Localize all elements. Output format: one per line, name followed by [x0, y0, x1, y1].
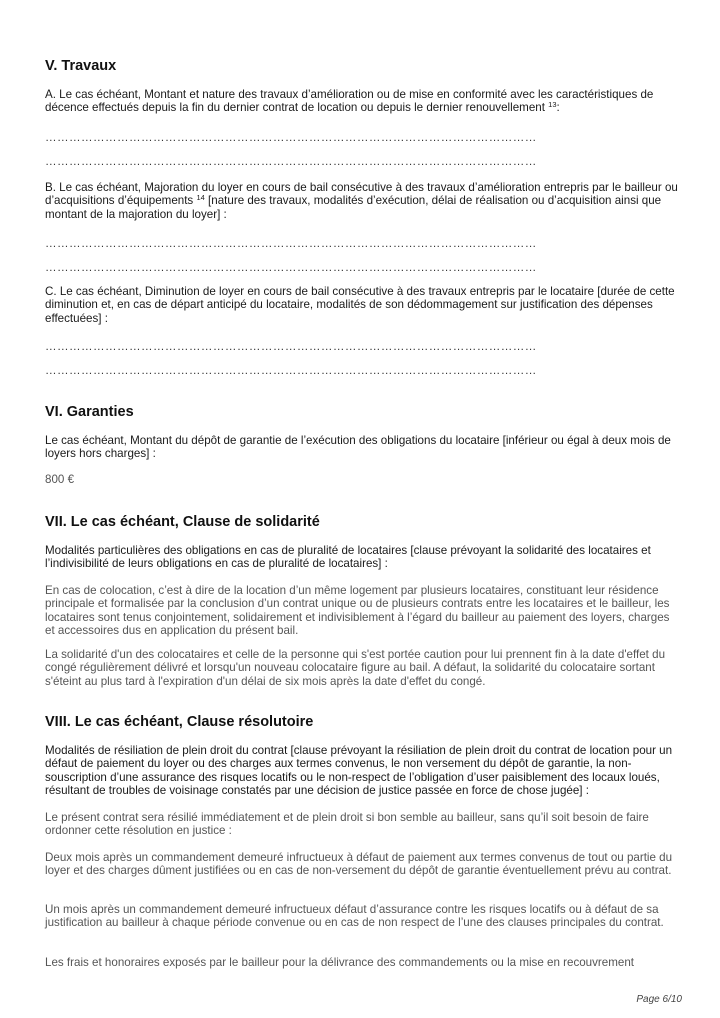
section-v-c-text: C. Le cas échéant, Diminution de loyer en cours de bail consécutive à des travaux entrepris par le locataire [durée de cette diminution et, en cas de départ anticipé du locataire, modalités de son dédommagement sur justification des dépenses effectuées] :: [45, 285, 675, 325]
deposit-amount-wrap: [45, 473, 680, 486]
section-v-a-text: A. Le cas échéant, Montant et nature des travaux d’amélioration ou de mise en conformité avec les caractéristiques de décence effectués depuis la fin du dernier contrat de location ou depuis le dernier renouvellement: [45, 88, 654, 115]
section-vi-paragraph: [45, 434, 680, 461]
section-viii-para2-text: Deux mois après un commandement demeuré infructueux à défaut de paiement aux termes convenus de tout ou partie du loyer et des charges dûment justifiées ou en cas de non-versement du dépôt de garantie éventuellement prévu au contrat.: [45, 851, 673, 878]
section-vi-title: VI. Garanties: [45, 404, 134, 420]
section-vii-para2-text: La solidarité d'un des colocataires et celle de la personne qui s'est portée caution pour lui prennent fin à la date d'effet du congé régulièrement délivré et lorsqu'un nouveau colocataire figure au bail. A défaut, la solidarité du colocataire sortant s'éteint au plus tard à l'expiration d'un délai de six mois après la date d'effet du congé.: [45, 648, 666, 688]
section-viii-intro: [45, 744, 680, 798]
section-vii-para1-text: En cas de colocation, c’est à dire de la location d’un même logement par plusieurs locataires, constituant leur résidence principale et formalisée par la conclusion d’un contrat unique ou de plusieurs contrats entre les locataires et le bailleur, les locataires sont tenus conjointement, solidairement et indivisiblement à l’égard du bailleur au paiement des loyers, charges et accessoires dus en application du présent bail.: [45, 584, 670, 638]
fill-line: ……………………………………………………………………………………………………………: [45, 131, 537, 144]
fill-line: ……………………………………………………………………………………………………………: [45, 155, 537, 168]
fill-line: ……………………………………………………………………………………………………………: [45, 261, 537, 274]
section-viii-para1: [45, 811, 680, 838]
section-viii-para4-text: Les frais et honoraires exposés par le bailleur pour la délivrance des commandements ou la mise en recouvrement: [45, 956, 635, 969]
section-vii-title: VII. Le cas échéant, Clause de solidarité: [45, 514, 320, 530]
section-v-a-suffix: :: [556, 101, 560, 115]
section-v-title: V. Travaux: [45, 58, 117, 74]
section-viii-intro-text: Modalités de résiliation de plein droit du contrat [clause prévoyant la résiliation de plein droit du contrat de location pour un défaut de paiement du loyer ou des charges aux termes convenus, le non versement du dépôt de garantie, la non-souscription d’une assurance des risques locatifs ou le non-respect de l’obligation d’user paisiblement des locaux loués, résultant de troubles de voisinage constatés par une décision de justice passée en force de chose jugée] :: [45, 744, 673, 798]
section-vii-intro: [45, 544, 680, 571]
section-viii-title: VIII. Le cas échéant, Clause résolutoire: [45, 714, 314, 730]
fill-line: ……………………………………………………………………………………………………………: [45, 340, 537, 353]
section-vi-text: Le cas échéant, Montant du dépôt de garantie de l’exécution des obligations du locataire [inférieur ou égal à deux mois de loyers hors charges] :: [45, 434, 671, 461]
footnote-13: 13: [548, 100, 557, 110]
section-v-a-paragraph: [45, 88, 680, 115]
section-viii-para3: [45, 903, 680, 930]
section-vii-para2: [45, 648, 680, 688]
fill-line: ……………………………………………………………………………………………………………: [45, 364, 537, 377]
section-v-b-text-1: B. Le cas échéant, Majoration du loyer en cours de bail consécutive à des travaux d’amélioration entrepris par le bailleur ou d’acquisitions d’équipements: [45, 181, 678, 208]
section-viii-para3-text: Un mois après un commandement demeuré infructueux défaut d’assurance contre les risques locatifs ou à défaut de sa justification au bailleur à chaque période convenue ou en cas de non respect de l’une des clauses principales du contrat.: [45, 903, 664, 930]
deposit-amount: 800 €: [45, 473, 75, 486]
section-viii-para4: [45, 956, 680, 969]
page-number: Page 6/10: [636, 994, 682, 1005]
fill-line: ……………………………………………………………………………………………………………: [45, 237, 537, 250]
section-viii-para2: [45, 851, 680, 878]
section-viii-para1-text: Le présent contrat sera résilié immédiatement et de plein droit si bon semble au bailleur, sans qu’il soit besoin de faire ordonner cette résolution en justice :: [45, 811, 649, 838]
section-v-b-text-2: [nature des travaux, modalités d’exécution, délai de réalisation ou d’acquisition ainsi que montant de la majoration du loyer] :: [45, 194, 662, 221]
section-v-c-paragraph: [45, 285, 680, 325]
footnote-14: 14: [196, 193, 205, 203]
section-vii-intro-text: Modalités particulières des obligations en cas de pluralité de locataires [clause prévoyant la solidarité des locataires et l’indivisibilité de leurs obligations en cas de pluralité de locataires] :: [45, 544, 651, 571]
section-v-b-paragraph: [45, 181, 680, 221]
section-vii-para1: [45, 584, 680, 638]
